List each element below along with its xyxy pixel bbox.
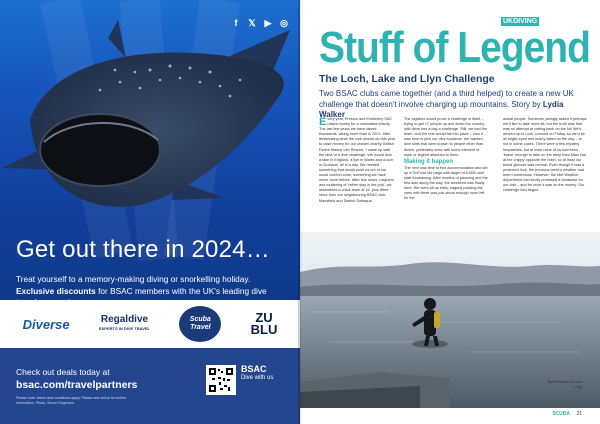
- section-heading: Making it happen: [404, 158, 454, 165]
- magazine-name: SCUBA: [552, 411, 570, 417]
- page-number: 21: [576, 411, 582, 417]
- article-subtitle: The Loch, Lake and Llyn Challenge: [319, 73, 495, 85]
- youtube-icon[interactable]: ▶: [264, 17, 272, 28]
- instagram-icon[interactable]: ◎: [280, 17, 288, 28]
- article-column-1: Every year, Preston and Kimberley SAC raises money for a nominated charity. The last few years we have raised thousands, taking more than in 2021. After deliberating what the club should do this year to raise money for our chosen charity, British Divers Marine Life Rescue, I came up with the idea of a dive challenge. We would dive a lake in England, a llyn in Wales and a loch in Scotland, all in a day. We needed something that would push us out of our usual comfort zone, something we have never done before. After few hours, mayhem and muttering of 'rather stay in the pub', we assembled a crack team of 16, plus three more from our neighbouring BSAC club, Mansfield and District Subaqua.: [319, 116, 395, 203]
- zublu-logo[interactable]: ZU BLU: [250, 310, 278, 337]
- qr-code[interactable]: [206, 365, 236, 395]
- article-page: [300, 0, 600, 424]
- scuba-travel-logo[interactable]: Scuba Travel: [179, 306, 221, 342]
- article-column-2: The logistics would prove a challenge in itself – trying to get 17 people up and down the country with drive into a day a challenge. Still, we had the team, and the rest would fall into place – now it was time to pick our dive locations. We wanted dive sites that were known to people other than divers, preferably ones with some element of myth or legend attached to them. Making it happen The next was time to find accommodation and set up a GoFund Me page with target of £1000 and start fundraising. After months of planning and the first aids along the way, the weekend was finally here. We were all up early, eagerly packing the vans with three was just about enough room left for the: [404, 117, 488, 201]
- page-gutter: [298, 0, 302, 424]
- cta-text: Check out deals today at: [16, 367, 110, 377]
- photo-caption: Not Panesta at Loch Long: [547, 380, 582, 389]
- social-links: [230, 17, 290, 29]
- regaldive-logo[interactable]: Regaldive EXPERTS IN DIVE TRAVEL: [98, 314, 150, 331]
- diverse-logo[interactable]: Diverse: [22, 316, 70, 332]
- x-icon[interactable]: 𝕏: [248, 17, 256, 28]
- advert-promo-text: Treat yourself to a memory-making diving or snorkelling holiday. Exclusive discounts for BSAC members with the UK's leading dive: [16, 274, 267, 296]
- article-standfirst: Two BSAC clubs came together (and a third helped) to create a new UK challenge that doesn't involve charging up mountains. Story by Lydia Walker: [319, 89, 574, 119]
- article-title: Stuff of Legend: [319, 24, 590, 73]
- bsac-logo: BSAC Dive with us: [241, 364, 274, 381]
- fine-print: Please note: terms and conditions apply. Please see online for further information. Photo: Simon Rogerson: [16, 396, 127, 405]
- section-tag: UKDIVING: [503, 18, 538, 25]
- facebook-icon[interactable]: f: [234, 18, 238, 28]
- travel-partners-link[interactable]: bsac.com/travelpartners: [16, 379, 138, 391]
- travel-partner-logos: [0, 300, 300, 348]
- drop-cap: E: [319, 116, 327, 128]
- advert-headline: Get out there in 2024…: [16, 236, 270, 263]
- article-column-3: actual people. Someone jokingly asked if perhaps we'd like to take more kit, but the truth was that was no attempt at cutting back on the kit! We'd arrived up to Loch Lomond on Friday, so we'd be all bright-eyed and bushy tailed on the day – or not in some cases. There were a few mystery headaches, but at least none of us had been 'brave' enough to take on the deep fried Mars Bar at the chippy opposite the hotel, so at least our blood glucose was normal. Even though it was a protected lock, the previous week's weather had been horrendous. However, the Met Weather department had kindly promised a heatwave for our visit – and for once it was on the money. Our challenge had begun.: [503, 117, 587, 193]
